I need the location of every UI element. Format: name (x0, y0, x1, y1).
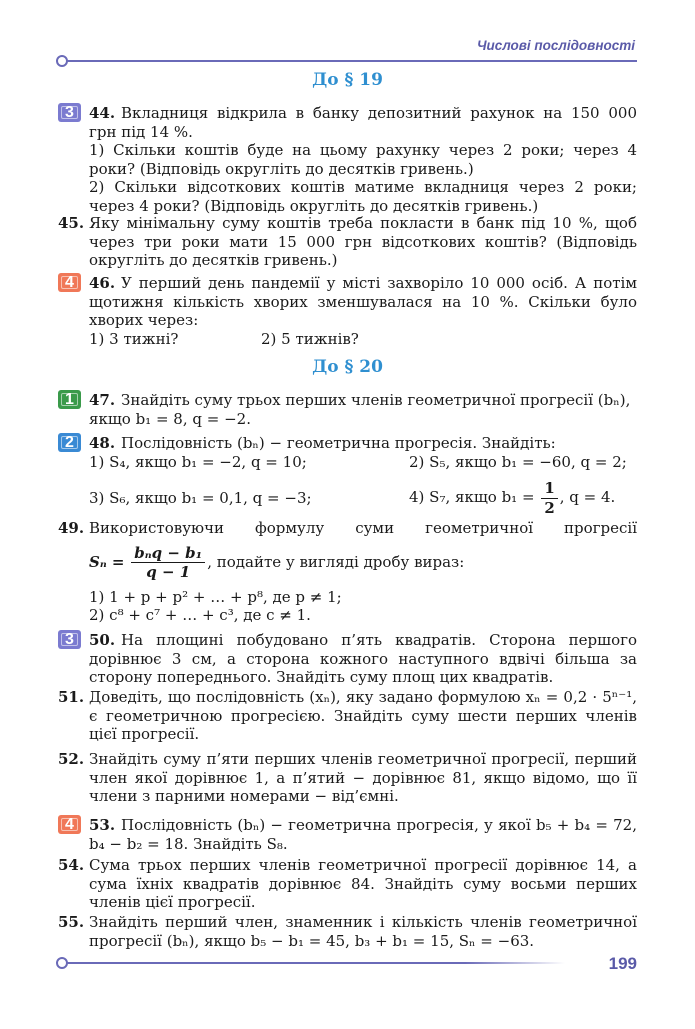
task-text: Використовуючи формулу суми геометричної прогресії (89, 519, 637, 537)
task-text: На площині побудовано п’ять квадратів. Сторона першого дорівнює 3 см, а сторона кожного наступного вдвічі більша за сторону попереднього. Знайдіть суму площ цих квадратів. (89, 631, 637, 686)
task-question: 1) Скільки коштів буде на цьому рахунку через 2 роки; через 4 роки? (Відповідь округліть до десятків гривень.) (89, 141, 637, 178)
task-number: 55. (58, 913, 85, 931)
level-badge-3: 3 (58, 103, 81, 122)
task-text: Послідовність (bₙ) − геометрична прогресія. Знайдіть: (121, 434, 556, 452)
task-number: 52. (58, 750, 85, 768)
level-badge-2: 2 (58, 433, 81, 452)
formula-lhs: Sₙ = (89, 552, 125, 571)
level-badge-4: 4 (58, 273, 81, 292)
task-47 (58, 391, 637, 428)
task-45 (58, 214, 637, 270)
task-option: 3) S₆, якщо b₁ = 0,1, q = −3; (89, 488, 312, 507)
task-text: Знайдіть суму п’яти перших членів геометричної прогресії, перший член якої дорівнює 1, а п’ятий − дорівнює 81, якщо відомо, що її члени з парними номерами − від’ємні. (89, 750, 637, 805)
task-option: 2) 5 тижнів? (261, 329, 359, 348)
task-option: 2) c⁸ + c⁷ + … + c³, де c ≠ 1. (89, 606, 311, 624)
task-text: У перший день пандемії у місті захворіло 10 000 осіб. А потім щотижня кількість хворих зменшувалася на 10 %. Скільки було хворих через: (89, 274, 637, 329)
task-text: Доведіть, що послідовність (xₙ), яку задано формулою xₙ = 0,2 · 5ⁿ⁻¹, є геометричною прогресією. Знайдіть суму шести перших членів цієї прогресії. (89, 688, 637, 743)
task-49 (58, 519, 637, 625)
task-text: Знайдіть перший член, знаменник і кількість членів геометричної прогресії (bₙ), якщо b₅ − b₁ = 45, b₃ + b₁ = 15, Sₙ = −63. (89, 913, 637, 950)
task-text: Сума трьох перших членів геометричної прогресії дорівнює 14, а сума їхніх квадратів дорівнює 84. Знайдіть суму восьми перших членів цієї прогресії. (89, 856, 637, 911)
section-heading-20: До § 20 (312, 357, 383, 377)
task-text: Вкладниця відкрила в банку депозитний рахунок на 150 000 грн під 14 %. (89, 104, 637, 141)
header-rule (66, 60, 637, 62)
task-option: 1) 1 + p + p² + … + p⁸, де p ≠ 1; (89, 587, 342, 606)
task-51 (58, 688, 637, 744)
task-text: Знайдіть суму трьох перших членів геометричної прогресії (bₙ), (121, 391, 631, 409)
page-number: 199 (608, 954, 637, 973)
task-53 (58, 816, 637, 853)
section-heading-19: До § 19 (312, 70, 383, 90)
task-44 (58, 104, 637, 215)
task-number: 48. (89, 434, 116, 452)
task-48 (58, 434, 637, 517)
task-number: 49. (58, 519, 85, 537)
running-header: Числові послідовності (477, 38, 635, 53)
task-number: 54. (58, 856, 85, 874)
level-badge-1: 1 (58, 390, 81, 409)
task-question: 2) Скільки відсоткових коштів матиме вкладниця через 2 роки; через 4 роки? (Відповідь округліть до десятків гривень.) (89, 178, 637, 215)
task-text: якщо b₁ = 8, q = −2. (89, 409, 251, 428)
level-badge-3: 3 (58, 630, 81, 649)
task-number: 51. (58, 688, 85, 706)
level-badge-4: 4 (58, 815, 81, 834)
task-number: 47. (89, 391, 116, 409)
task-option: 1) S₄, якщо b₁ = −2, q = 10; (89, 452, 307, 471)
task-text: Яку мінімальну суму коштів треба покласти в банк під 10 %, щоб через три роки мати 15 000 грн відсоткових коштів? (Відповідь округліть до десятків гривень.) (89, 214, 637, 269)
formula-fraction: $\frac{\text{bₙq − b₁}}{q - 1}$ (131, 544, 205, 582)
task-46 (58, 274, 637, 348)
task-number: 45. (58, 214, 85, 232)
task-number: 50. (89, 631, 116, 649)
task-option: 2) S₅, якщо b₁ = −60, q = 2; (409, 452, 627, 471)
task-number: 53. (89, 816, 116, 834)
fraction: $\frac{1}{2}$ (541, 479, 557, 517)
footer-rule (66, 962, 565, 964)
task-text: Послідовність (bₙ) − геометрична прогресія, у якої b₅ + b₄ = 72, b₄ − b₂ = 18. Знайдіть S₈. (89, 816, 637, 853)
task-50 (58, 631, 637, 687)
task-52 (58, 750, 637, 806)
task-option: 1) 3 тижні? (89, 329, 179, 348)
task-number: 46. (89, 274, 116, 292)
task-54 (58, 856, 637, 912)
task-number: 44. (89, 104, 116, 122)
task-option-fraction: 4) S₇, якщо b₁ = $\frac{1}{2}$ , q = 4. (409, 479, 616, 517)
task-55 (58, 913, 637, 950)
formula-line: Sₙ = $\frac{\text{bₙq − b₁}}{q - 1}$ , подайте у вигляді дробу вираз: (89, 543, 465, 581)
